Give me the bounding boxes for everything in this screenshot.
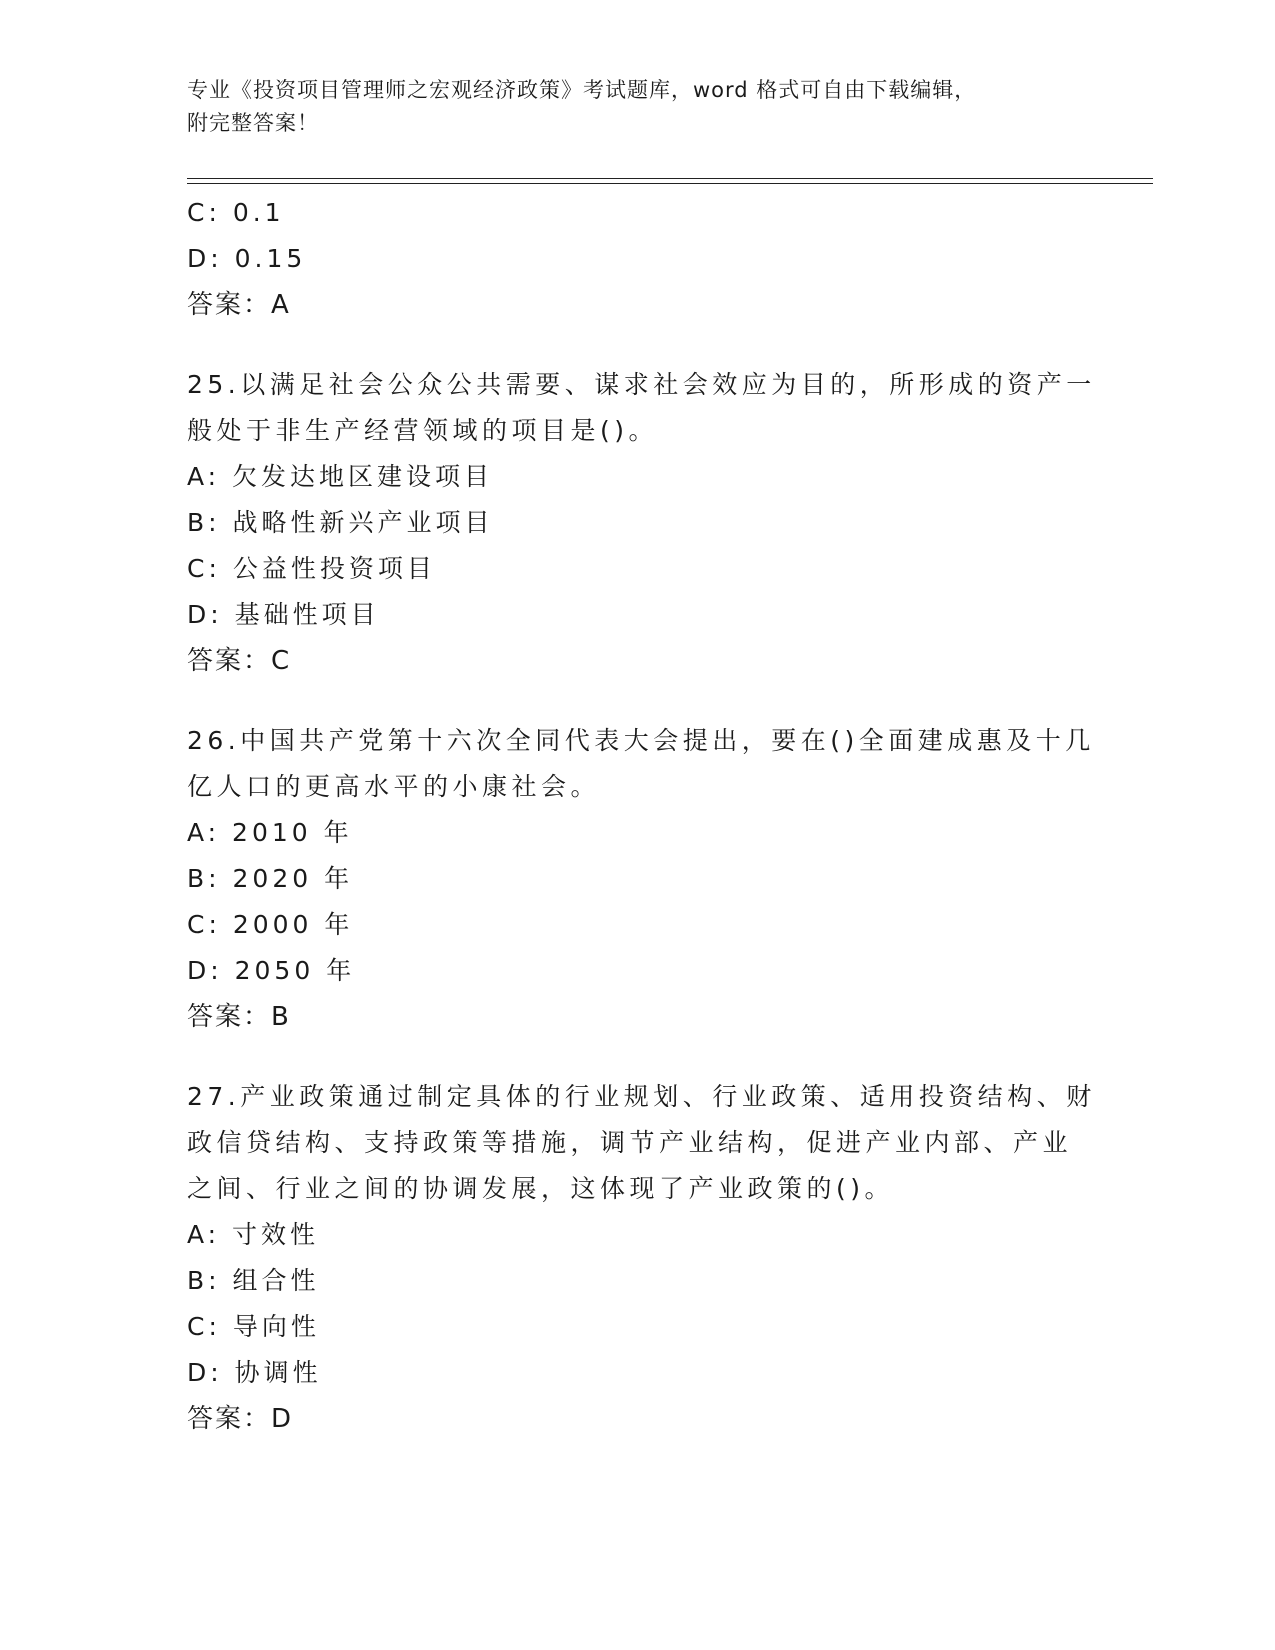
- option-c: C: 导向性: [187, 1312, 320, 1341]
- option-d: D: 协调性: [187, 1358, 322, 1387]
- option-a: A: 2010 年: [187, 818, 353, 847]
- option-a: A: 寸效性: [187, 1220, 320, 1249]
- header-line-2: 附完整答案！: [187, 111, 319, 135]
- answer-line: 答案：C: [187, 646, 292, 676]
- question-26: [187, 718, 1095, 1040]
- option-c: C: 2000 年: [187, 910, 354, 939]
- header-divider-bottom: [187, 183, 1153, 184]
- option-c: C: 公益性投资项目: [187, 554, 436, 583]
- answer-line: 答案：B: [187, 1002, 291, 1032]
- option-b: B: 战略性新兴产业项目: [187, 508, 494, 537]
- question-stem-line: 之间、行业之间的协调发展，这体现了产业政策的()。: [187, 1174, 895, 1203]
- header-divider-top: [187, 178, 1153, 179]
- option-a: A: 欠发达地区建设项目: [187, 462, 494, 491]
- option-d: D: 2050 年: [187, 956, 356, 985]
- question-27: [187, 1074, 1096, 1442]
- option-b: B: 组合性: [187, 1266, 320, 1295]
- question-stem-line: 27.产业政策通过制定具体的行业规划、行业政策、适用投资结构、财: [187, 1082, 1096, 1111]
- question-stem-line: 政信贷结构、支持政策等措施，调节产业结构，促进产业内部、产业: [187, 1128, 1073, 1157]
- option-d: D: 基础性项目: [187, 600, 380, 629]
- question-carryover: [187, 190, 1087, 328]
- question-stem-line: 25.以满足社会公众公共需要、谋求社会效应为目的，所形成的资产一: [187, 370, 1096, 399]
- header-line-1: 专业《投资项目管理师之宏观经济政策》考试题库，word 格式可自由下载编辑，: [187, 78, 977, 102]
- question-stem-line: 亿人口的更高水平的小康社会。: [187, 772, 601, 801]
- option-c: C: 0.1: [187, 198, 285, 227]
- answer-line: 答案：D: [187, 1404, 294, 1434]
- document-header: [187, 74, 1087, 140]
- option-d: D: 0.15: [187, 244, 307, 273]
- question-25: [187, 362, 1096, 684]
- question-list: [187, 190, 1096, 1442]
- option-b: B: 2020 年: [187, 864, 354, 893]
- answer-line: 答案：A: [187, 290, 291, 320]
- question-stem-line: 般处于非生产经营领域的项目是()。: [187, 416, 659, 445]
- question-stem-line: 26.中国共产党第十六次全同代表大会提出，要在()全面建成惠及十几: [187, 726, 1095, 755]
